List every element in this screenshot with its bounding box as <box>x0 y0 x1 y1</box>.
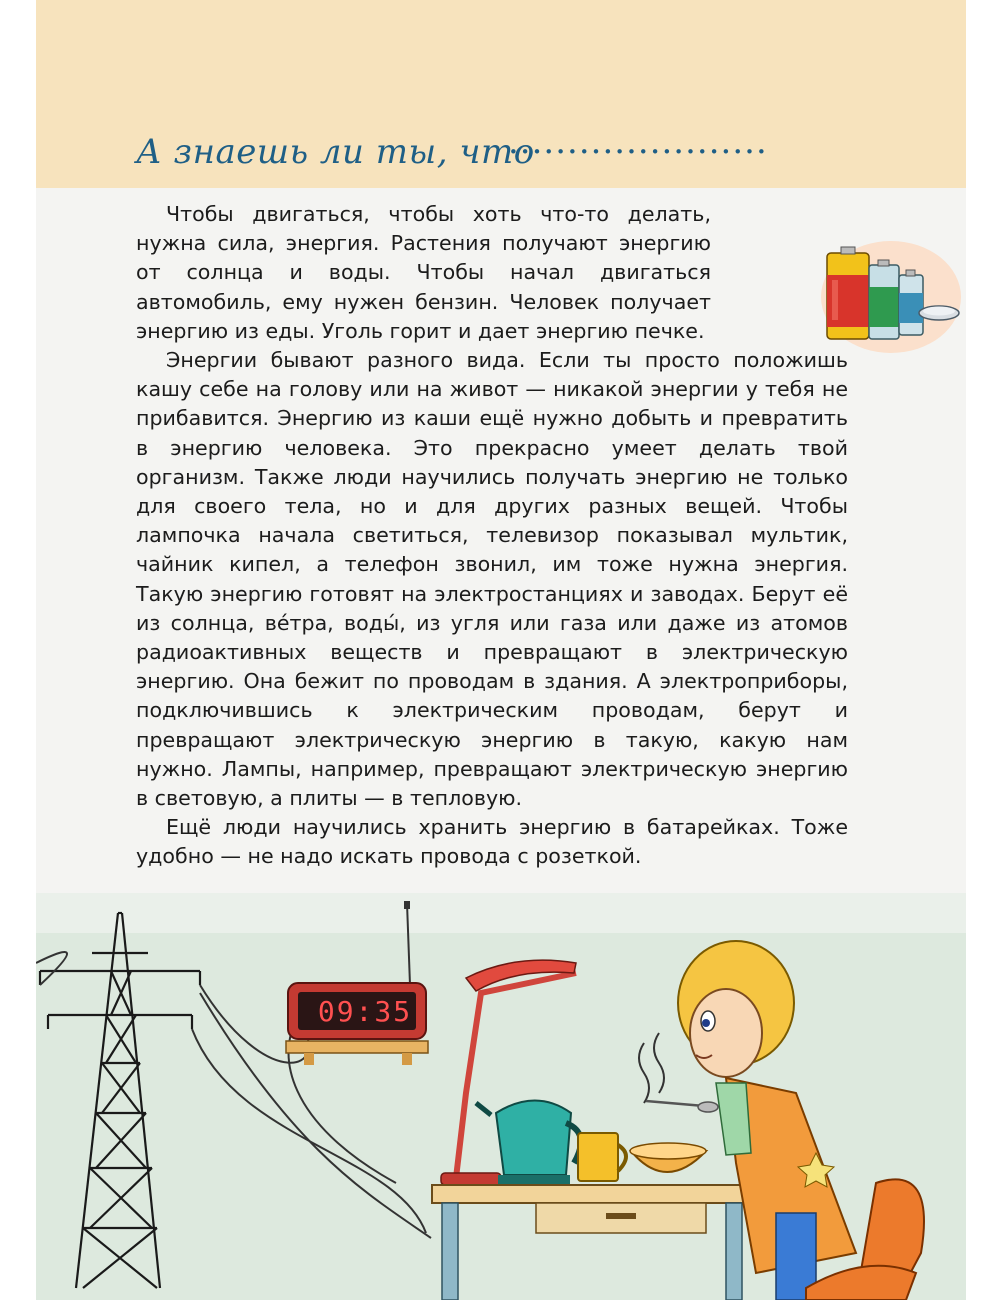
small-battery-icon <box>899 270 923 335</box>
article-body <box>136 200 848 872</box>
batteries-illustration <box>819 235 964 355</box>
paragraph-2: Энергии бывают разного вида. Если ты просто положишь кашу себе на голову или на живот — никакой энергии у тебя не прибавится. Энергию из каши ещё нужно добыть и превратить в энергию человека. Это прекрасно умеет делать твой организм. Также люди научились получать энергию не только для своего тела, но и для других разных вещей. Чтобы лампочка начала светиться, телевизор показывал мультик, чайник кипел, а телефон звонил, им тоже нужна энергия. Такую энергию готовят на электростанциях и заводах. Берут её из солнца, вéтра, воды́, из угля или газа или даже из атомов радиоактивных веществ и превращают в электрическую энергию. Она бежит по проводам в здания. А электроприборы, подключившись к электрическим проводам, берут и превращают электрическую энергию в такую, какую нам нужно. Лампы, например, превращают электрическую энергию в световую, а плиты — в тепловую. <box>136 348 848 811</box>
medium-battery-icon <box>869 260 899 339</box>
coin-battery-icon <box>919 306 959 320</box>
clock-display: 09:35 <box>317 995 413 1028</box>
paragraph-3: Ещё люди научились хранить энергию в батарейках. Тоже удобно — не надо искать провода с розеткой. <box>136 815 848 869</box>
scene-illustration <box>36 893 966 1300</box>
book-page <box>36 0 966 1300</box>
section-title: А знаешь ли ты, что <box>136 132 535 172</box>
title-dotted-leader: ······················ <box>508 132 768 172</box>
paragraph-1: Чтобы двигаться, чтобы хоть что-то делать, нужна сила, энергия. Растения получают энергию от солнца и воды. Чтобы начал двигаться автомобиль, ему нужен бензин. Человек получает энергию из еды. Уголь горит и дает энергию печке. <box>136 202 711 343</box>
large-battery-icon <box>827 247 869 339</box>
mug-icon <box>578 1133 626 1181</box>
header-band <box>36 0 966 188</box>
